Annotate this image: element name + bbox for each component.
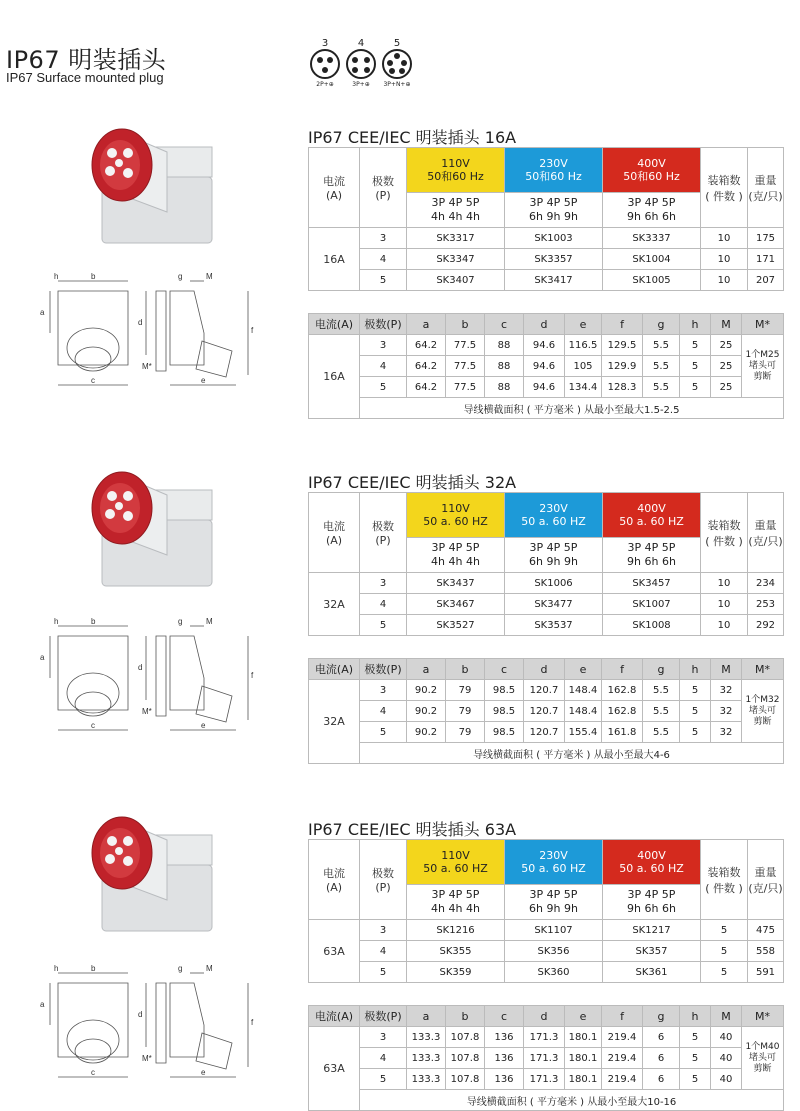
row-poles: 4 [360, 941, 407, 962]
voltage-110: 110V 50 a. 60 HZ [407, 493, 505, 538]
poles-110: 3P 4P 5P 4h 4h 4h [407, 193, 505, 228]
dim-cell: 5 [680, 701, 711, 722]
dimension-drawing [36, 273, 286, 393]
dim-cell: 5.5 [643, 701, 680, 722]
dim-label-e: e [201, 1068, 206, 1077]
dim-cell: 136 [485, 1027, 524, 1048]
dim-cell: 4 [360, 1048, 407, 1069]
socket-5pin-icon [382, 49, 412, 79]
weight: 234 [748, 573, 784, 594]
row-poles: 3 [360, 573, 407, 594]
col-current: 电流 (A) [309, 148, 360, 228]
dim-cell: 94.6 [524, 356, 565, 377]
dim-cell: 6 [643, 1027, 680, 1048]
dim-cell: 120.7 [524, 680, 565, 701]
part-number: SK3467 [407, 594, 505, 615]
dim-label-c: c [91, 1068, 95, 1077]
dim-cell: 32 [711, 701, 742, 722]
pin-count: 5 [393, 38, 401, 49]
dim-cell: 90.2 [407, 722, 446, 743]
dim-cell: 77.5 [446, 335, 485, 356]
weight: 558 [748, 941, 784, 962]
dim-cell: 219.4 [602, 1048, 643, 1069]
dim-header: M* [742, 659, 784, 680]
dim-header: M [711, 314, 742, 335]
current-value: 63A [309, 920, 360, 983]
dim-cell: 64.2 [407, 356, 446, 377]
dim-cell: 128.3 [602, 377, 643, 398]
col-box: 装箱数 ( 件数 ) [701, 493, 748, 573]
dim-header: e [565, 1006, 602, 1027]
dim-label-b: b [91, 965, 96, 973]
dim-header: g [643, 1006, 680, 1027]
row-poles: 5 [360, 615, 407, 636]
weight: 292 [748, 615, 784, 636]
wire-section-note: 导线横截面积 ( 平方毫米 ) 从最小至最大1.5-2.5 [360, 398, 784, 419]
dim-cell: 3 [360, 1027, 407, 1048]
dim-cell: 171.3 [524, 1048, 565, 1069]
voltage-110: 110V 50和60 Hz [407, 148, 505, 193]
weight: 591 [748, 962, 784, 983]
mstar-note: 1个M40 堵头可 剪断 [742, 1027, 784, 1090]
part-number: SK3347 [407, 249, 505, 270]
dim-label-Mstar: M* [142, 707, 152, 716]
dim-label-M: M [206, 618, 213, 626]
dim-cell: 5 [680, 722, 711, 743]
dim-header: g [643, 659, 680, 680]
row-poles: 5 [360, 962, 407, 983]
dimension-table [308, 658, 784, 764]
poles-400: 3P 4P 5P 9h 6h 6h [603, 193, 701, 228]
dim-header: g [643, 314, 680, 335]
dim-cell: 133.3 [407, 1069, 446, 1090]
section-title: IP67 CEE/IEC 明装插头 32A [308, 473, 517, 492]
voltage-400: 400V 50 a. 60 HZ [603, 493, 701, 538]
dim-header: 电流(A) [309, 1006, 360, 1027]
dim-label-g: g [178, 965, 183, 973]
dim-cell: 4 [360, 701, 407, 722]
dim-cell: 161.8 [602, 722, 643, 743]
part-number: SK360 [505, 962, 603, 983]
dim-cell: 25 [711, 377, 742, 398]
dim-cell: 171.3 [524, 1027, 565, 1048]
dim-header: h [680, 659, 711, 680]
dim-header: c [485, 659, 524, 680]
dim-header: f [602, 314, 643, 335]
poles-110: 3P 4P 5P 4h 4h 4h [407, 885, 505, 920]
part-number: SK1217 [603, 920, 701, 941]
col-weight: 重量 (克/只) [748, 148, 784, 228]
section-title: IP67 CEE/IEC 明装插头 63A [308, 820, 517, 839]
voltage-400: 400V 50 a. 60 HZ [603, 840, 701, 885]
row-poles: 3 [360, 920, 407, 941]
box-qty: 10 [701, 270, 748, 291]
dim-header: d [524, 659, 565, 680]
dim-cell: 64.2 [407, 335, 446, 356]
dim-cell: 3 [360, 680, 407, 701]
dim-label-c: c [91, 721, 95, 730]
dim-header: c [485, 1006, 524, 1027]
part-number: SK356 [505, 941, 603, 962]
part-number: SK355 [407, 941, 505, 962]
dim-cell: 6 [643, 1048, 680, 1069]
part-number: SK3417 [505, 270, 603, 291]
dim-cell: 94.6 [524, 377, 565, 398]
col-box: 装箱数 ( 件数 ) [701, 148, 748, 228]
dim-cell: 136 [485, 1048, 524, 1069]
dim-label-Mstar: M* [142, 362, 152, 371]
pin-count: 3 [321, 38, 329, 49]
dim-header: c [485, 314, 524, 335]
order-table [308, 839, 784, 983]
dim-header: M* [742, 1006, 784, 1027]
dim-cell: 90.2 [407, 701, 446, 722]
dim-cell: 25 [711, 356, 742, 377]
socket-4pin-icon [346, 49, 376, 79]
weight: 253 [748, 594, 784, 615]
part-number: SK1006 [505, 573, 603, 594]
dim-cell: 88 [485, 356, 524, 377]
dim-cell: 5 [680, 356, 711, 377]
dim-header: f [602, 1006, 643, 1027]
socket-3pin-icon [310, 49, 340, 79]
dim-cell: 90.2 [407, 680, 446, 701]
dim-label-e: e [201, 376, 206, 385]
dim-cell: 107.8 [446, 1027, 485, 1048]
dim-cell: 5 [680, 1027, 711, 1048]
pin-config-5 [380, 38, 414, 88]
product-section [0, 125, 800, 416]
page-subtitle: IP67 Surface mounted plug [6, 70, 164, 85]
part-number: SK3537 [505, 615, 603, 636]
dim-header: f [602, 659, 643, 680]
dim-label-a: a [40, 308, 45, 317]
dim-cell: 120.7 [524, 722, 565, 743]
pin-label: 3P+N+⊕ [383, 81, 411, 88]
box-qty: 10 [701, 249, 748, 270]
dim-label-f: f [251, 671, 254, 680]
part-number: SK1003 [505, 228, 603, 249]
pin-config-diagrams [308, 38, 418, 96]
dim-cell: 98.5 [485, 722, 524, 743]
voltage-230: 230V 50 a. 60 HZ [505, 493, 603, 538]
dim-header: b [446, 659, 485, 680]
box-qty: 5 [701, 962, 748, 983]
dim-cell: 219.4 [602, 1069, 643, 1090]
current-value: 16A [309, 335, 360, 419]
col-poles: 极数 (P) [360, 148, 407, 228]
plug-photo-icon [72, 805, 222, 935]
dim-header: b [446, 314, 485, 335]
dim-header: b [446, 1006, 485, 1027]
dim-cell: 148.4 [565, 680, 602, 701]
dim-cell: 180.1 [565, 1048, 602, 1069]
dim-cell: 129.9 [602, 356, 643, 377]
poles-400: 3P 4P 5P 9h 6h 6h [603, 885, 701, 920]
dim-label-c: c [91, 376, 95, 385]
dim-header: d [524, 1006, 565, 1027]
col-weight: 重量 (克/只) [748, 840, 784, 920]
dim-cell: 77.5 [446, 377, 485, 398]
dim-cell: 25 [711, 335, 742, 356]
dim-label-f: f [251, 326, 254, 335]
dim-label-d: d [138, 318, 143, 327]
dim-cell: 5 [680, 335, 711, 356]
box-qty: 5 [701, 920, 748, 941]
col-current: 电流 (A) [309, 840, 360, 920]
dim-cell: 107.8 [446, 1069, 485, 1090]
plug-photo-icon [72, 117, 222, 247]
part-number: SK3357 [505, 249, 603, 270]
dim-header: a [407, 314, 446, 335]
dim-cell: 77.5 [446, 356, 485, 377]
weight: 171 [748, 249, 784, 270]
dim-cell: 148.4 [565, 701, 602, 722]
dim-cell: 5.5 [643, 680, 680, 701]
dim-cell: 116.5 [565, 335, 602, 356]
dim-label-b: b [91, 273, 96, 281]
dim-cell: 32 [711, 722, 742, 743]
mstar-note: 1个M32 堵头可 剪断 [742, 680, 784, 743]
dim-cell: 162.8 [602, 701, 643, 722]
dim-header: h [680, 314, 711, 335]
dim-header: a [407, 1006, 446, 1027]
weight: 175 [748, 228, 784, 249]
pin-config-4 [344, 38, 378, 88]
part-number: SK3317 [407, 228, 505, 249]
voltage-230: 230V 50 a. 60 HZ [505, 840, 603, 885]
dim-label-g: g [178, 618, 183, 626]
part-number: SK3407 [407, 270, 505, 291]
part-number: SK3437 [407, 573, 505, 594]
part-number: SK3457 [603, 573, 701, 594]
dim-label-Mstar: M* [142, 1054, 152, 1063]
dim-cell: 64.2 [407, 377, 446, 398]
dim-label-d: d [138, 1010, 143, 1019]
dim-label-e: e [201, 721, 206, 730]
dim-cell: 219.4 [602, 1027, 643, 1048]
part-number: SK1107 [505, 920, 603, 941]
poles-110: 3P 4P 5P 4h 4h 4h [407, 538, 505, 573]
current-value: 63A [309, 1027, 360, 1111]
col-poles: 极数 (P) [360, 840, 407, 920]
row-poles: 4 [360, 249, 407, 270]
dim-cell: 5 [680, 1069, 711, 1090]
page-title: IP67 明装插头 [6, 46, 167, 74]
dim-label-a: a [40, 653, 45, 662]
dim-cell: 180.1 [565, 1069, 602, 1090]
part-number: SK1008 [603, 615, 701, 636]
box-qty: 10 [701, 615, 748, 636]
section-title: IP67 CEE/IEC 明装插头 16A [308, 128, 517, 147]
dimension-drawing [36, 965, 286, 1085]
dimension-table [308, 313, 784, 419]
part-number: SK3527 [407, 615, 505, 636]
dim-cell: 5 [680, 680, 711, 701]
dim-cell: 129.5 [602, 335, 643, 356]
dim-label-d: d [138, 663, 143, 672]
dim-header: 极数(P) [360, 314, 407, 335]
dim-cell: 88 [485, 377, 524, 398]
dim-label-h: h [54, 965, 59, 973]
dim-cell: 98.5 [485, 680, 524, 701]
dim-cell: 5.5 [643, 335, 680, 356]
voltage-230: 230V 50和60 Hz [505, 148, 603, 193]
dim-cell: 107.8 [446, 1048, 485, 1069]
dim-header: 电流(A) [309, 314, 360, 335]
dim-header: 极数(P) [360, 659, 407, 680]
dim-cell: 180.1 [565, 1027, 602, 1048]
dim-cell: 40 [711, 1069, 742, 1090]
dim-cell: 155.4 [565, 722, 602, 743]
dim-header: e [565, 314, 602, 335]
plug-photo-icon [72, 460, 222, 590]
product-section [0, 470, 800, 761]
current-value: 32A [309, 573, 360, 636]
dimension-drawing [36, 618, 286, 738]
poles-400: 3P 4P 5P 9h 6h 6h [603, 538, 701, 573]
pin-label: 3P+⊕ [352, 81, 370, 88]
box-qty: 10 [701, 573, 748, 594]
pin-config-3 [308, 38, 342, 88]
dim-label-h: h [54, 273, 59, 281]
dim-label-M: M [206, 273, 213, 281]
voltage-110: 110V 50 a. 60 HZ [407, 840, 505, 885]
dim-header: 极数(P) [360, 1006, 407, 1027]
dim-label-h: h [54, 618, 59, 626]
dim-header: a [407, 659, 446, 680]
part-number: SK3337 [603, 228, 701, 249]
dim-cell: 6 [643, 1069, 680, 1090]
dim-cell: 5 [680, 377, 711, 398]
weight: 475 [748, 920, 784, 941]
box-qty: 10 [701, 594, 748, 615]
dim-label-M: M [206, 965, 213, 973]
wire-section-note: 导线横截面积 ( 平方毫米 ) 从最小至最大4-6 [360, 743, 784, 764]
row-poles: 3 [360, 228, 407, 249]
dim-label-b: b [91, 618, 96, 626]
dim-cell: 136 [485, 1069, 524, 1090]
col-current: 电流 (A) [309, 493, 360, 573]
dim-cell: 94.6 [524, 335, 565, 356]
dim-cell: 120.7 [524, 701, 565, 722]
dim-cell: 5 [680, 1048, 711, 1069]
dim-cell: 32 [711, 680, 742, 701]
dim-label-f: f [251, 1018, 254, 1027]
dim-cell: 5 [360, 722, 407, 743]
dim-cell: 162.8 [602, 680, 643, 701]
dim-header: h [680, 1006, 711, 1027]
dim-header: e [565, 659, 602, 680]
dim-header: M [711, 1006, 742, 1027]
dim-cell: 40 [711, 1027, 742, 1048]
order-table [308, 492, 784, 636]
row-poles: 4 [360, 594, 407, 615]
wire-section-note: 导线横截面积 ( 平方毫米 ) 从最小至最大10-16 [360, 1090, 784, 1111]
box-qty: 10 [701, 228, 748, 249]
part-number: SK361 [603, 962, 701, 983]
weight: 207 [748, 270, 784, 291]
dim-cell: 79 [446, 680, 485, 701]
poles-230: 3P 4P 5P 6h 9h 9h [505, 885, 603, 920]
col-weight: 重量 (克/只) [748, 493, 784, 573]
dim-header: M* [742, 314, 784, 335]
pin-label: 2P+⊕ [316, 81, 334, 88]
current-value: 32A [309, 680, 360, 764]
dim-cell: 133.3 [407, 1048, 446, 1069]
current-value: 16A [309, 228, 360, 291]
dim-cell: 88 [485, 335, 524, 356]
poles-230: 3P 4P 5P 6h 9h 9h [505, 193, 603, 228]
dimension-table [308, 1005, 784, 1111]
poles-230: 3P 4P 5P 6h 9h 9h [505, 538, 603, 573]
part-number: SK359 [407, 962, 505, 983]
dim-header: d [524, 314, 565, 335]
dim-cell: 40 [711, 1048, 742, 1069]
part-number: SK3477 [505, 594, 603, 615]
col-poles: 极数 (P) [360, 493, 407, 573]
dim-cell: 4 [360, 356, 407, 377]
row-poles: 5 [360, 270, 407, 291]
part-number: SK1005 [603, 270, 701, 291]
part-number: SK357 [603, 941, 701, 962]
dim-label-a: a [40, 1000, 45, 1009]
col-box: 装箱数 ( 件数 ) [701, 840, 748, 920]
dim-cell: 134.4 [565, 377, 602, 398]
dim-cell: 79 [446, 722, 485, 743]
product-section [0, 817, 800, 1108]
dim-cell: 5.5 [643, 356, 680, 377]
part-number: SK1004 [603, 249, 701, 270]
dim-cell: 98.5 [485, 701, 524, 722]
part-number: SK1007 [603, 594, 701, 615]
dim-cell: 171.3 [524, 1069, 565, 1090]
dim-header: M [711, 659, 742, 680]
dim-cell: 105 [565, 356, 602, 377]
order-table [308, 147, 784, 291]
dim-cell: 5.5 [643, 377, 680, 398]
pin-count: 4 [357, 38, 365, 49]
dim-label-g: g [178, 273, 183, 281]
dim-cell: 3 [360, 335, 407, 356]
dim-cell: 79 [446, 701, 485, 722]
dim-cell: 5 [360, 377, 407, 398]
dim-header: 电流(A) [309, 659, 360, 680]
part-number: SK1216 [407, 920, 505, 941]
box-qty: 5 [701, 941, 748, 962]
dim-cell: 5.5 [643, 722, 680, 743]
dim-cell: 133.3 [407, 1027, 446, 1048]
voltage-400: 400V 50和60 Hz [603, 148, 701, 193]
mstar-note: 1个M25 堵头可 剪断 [742, 335, 784, 398]
dim-cell: 5 [360, 1069, 407, 1090]
